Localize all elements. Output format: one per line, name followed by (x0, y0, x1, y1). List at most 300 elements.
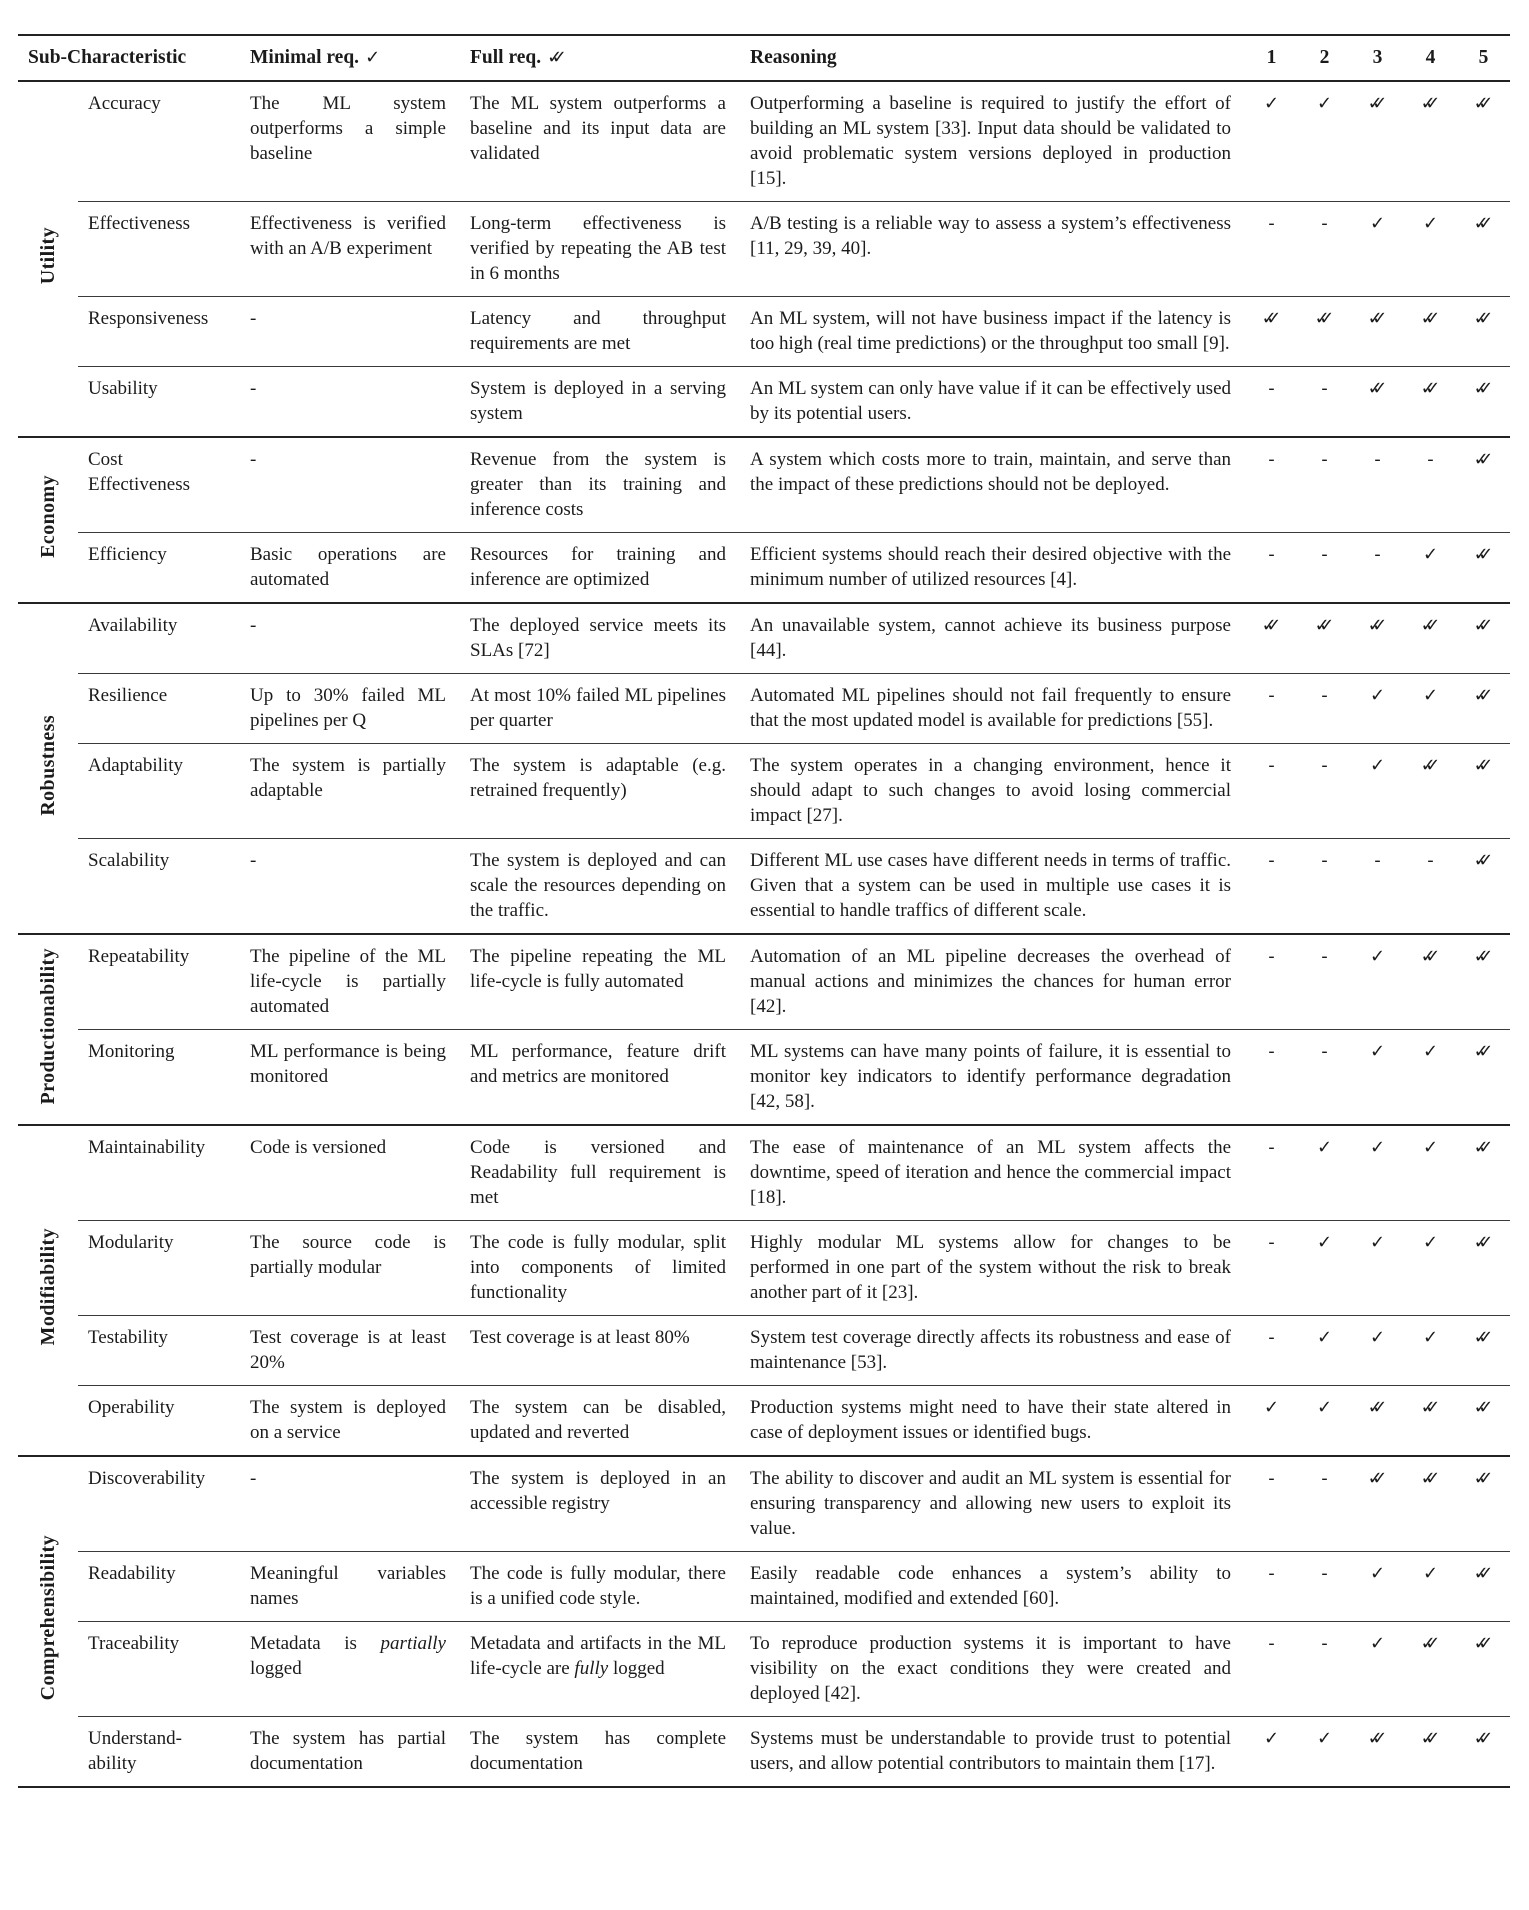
reasoning-cell: Outperforming a baseline is required to justify the effort of building an ML system [33]. Input data should be validated to avoid problematic system versions deployed in production [15]. (740, 81, 1245, 202)
full-req-cell: Metadata and artifacts in the ML life-cycle are fully logged (460, 1622, 740, 1717)
check-icon: ✓ (1422, 685, 1439, 706)
level-3-mark-cell (1351, 367, 1404, 438)
level-5-mark-cell (1457, 1125, 1510, 1221)
level-5-mark-cell (1457, 1221, 1510, 1316)
group-label-robustness (18, 603, 78, 934)
full-req-cell: Code is versioned and Readability full requirement is met (460, 1125, 740, 1221)
level-2-mark-cell (1298, 1125, 1351, 1221)
minimal-req-cell: Up to 30% failed ML pipelines per Q (240, 674, 460, 744)
sub-characteristic-name: Availability (78, 603, 240, 674)
level-2-mark-cell (1298, 839, 1351, 935)
level-3-mark-cell (1351, 533, 1404, 604)
level-2-mark-cell (1298, 437, 1351, 533)
minimal-req-cell: Test coverage is at least 20% (240, 1316, 460, 1386)
sub-characteristic-name: Understand-ability (78, 1717, 240, 1788)
level-2-mark-cell (1298, 1456, 1351, 1552)
level-2-mark-cell (1298, 81, 1351, 202)
check-icon: ✓ (1422, 1137, 1439, 1158)
sub-characteristic-name: Monitoring (78, 1030, 240, 1126)
level-3-mark-cell (1351, 1622, 1404, 1717)
minimal-req-cell: The system has partial documentation (240, 1717, 460, 1788)
level-1-mark-cell (1245, 202, 1298, 297)
dash-mark: - (1374, 449, 1381, 470)
group-label-text: Robustness (36, 714, 59, 816)
table-row (18, 674, 1510, 744)
minimal-req-cell: Meaningful variables names (240, 1552, 460, 1622)
table-row (18, 1717, 1510, 1788)
dash-mark: - (1321, 1633, 1328, 1654)
double-check-icon: ✓✓ (1473, 1468, 1483, 1489)
table-row (18, 1125, 1510, 1221)
dash-mark: - (1321, 1468, 1328, 1489)
level-2-mark-cell (1298, 202, 1351, 297)
level-3-mark-cell (1351, 1717, 1404, 1788)
level-5-mark-cell (1457, 1030, 1510, 1126)
table-row (18, 367, 1510, 438)
level-5-mark-cell (1457, 367, 1510, 438)
check-icon: ✓ (1369, 946, 1386, 967)
column-header-level-4: 4 (1404, 35, 1457, 81)
double-check-icon: ✓✓ (1420, 755, 1430, 776)
minimal-req-cell: Basic operations are automated (240, 533, 460, 604)
column-header-level-2: 2 (1298, 35, 1351, 81)
double-check-icon: ✓✓ (1367, 615, 1377, 636)
check-icon: ✓ (1422, 213, 1439, 234)
full-req-cell: ML performance, feature drift and metrics are monitored (460, 1030, 740, 1126)
level-5-mark-cell (1457, 1552, 1510, 1622)
table-row (18, 533, 1510, 604)
level-2-mark-cell (1298, 1386, 1351, 1457)
check-icon: ✓ (1369, 1041, 1386, 1062)
level-4-mark-cell (1404, 202, 1457, 297)
sub-characteristic-name: Efficiency (78, 533, 240, 604)
full-req-cell: The ML system outperforms a baseline and its input data are validated (460, 81, 740, 202)
level-4-mark-cell (1404, 744, 1457, 839)
double-check-icon: ✓✓ (1473, 1397, 1483, 1418)
level-2-mark-cell (1298, 934, 1351, 1030)
check-icon: ✓ (1369, 1563, 1386, 1584)
column-header-minimal-req (240, 35, 460, 81)
full-req-cell: The code is fully modular, there is a unified code style. (460, 1552, 740, 1622)
check-icon: ✓ (1316, 1232, 1333, 1253)
level-4-mark-cell (1404, 367, 1457, 438)
level-2-mark-cell (1298, 1717, 1351, 1788)
level-3-mark-cell (1351, 839, 1404, 935)
check-icon: ✓ (1369, 685, 1386, 706)
dash-mark: - (1321, 378, 1328, 399)
double-check-icon: ✓✓ (1473, 308, 1483, 329)
full-req-cell: Resources for training and inference are optimized (460, 533, 740, 604)
level-3-mark-cell (1351, 1030, 1404, 1126)
double-check-icon: ✓✓ (547, 47, 557, 68)
table-row (18, 1316, 1510, 1386)
double-check-icon: ✓✓ (1473, 378, 1483, 399)
level-1-mark-cell (1245, 744, 1298, 839)
double-check-icon: ✓✓ (1314, 615, 1324, 636)
check-icon: ✓ (1422, 1041, 1439, 1062)
reasoning-cell: System test coverage directly affects its robustness and ease of maintenance [53]. (740, 1316, 1245, 1386)
level-1-mark-cell (1245, 297, 1298, 367)
level-2-mark-cell (1298, 744, 1351, 839)
full-req-cell: The system can be disabled, updated and reverted (460, 1386, 740, 1457)
sub-characteristic-name: Adaptability (78, 744, 240, 839)
reasoning-cell: Different ML use cases have different needs in terms of traffic. Given that a system can be used in multiple use cases it is essential to handle traffics of different scale. (740, 839, 1245, 935)
level-5-mark-cell (1457, 744, 1510, 839)
dash-mark: - (1427, 449, 1434, 470)
table-row (18, 297, 1510, 367)
sub-characteristic-name: Cost Effectiveness (78, 437, 240, 533)
dash-mark: - (1321, 1563, 1328, 1584)
double-check-icon: ✓✓ (1420, 1397, 1430, 1418)
level-5-mark-cell (1457, 1386, 1510, 1457)
full-req-cell: Latency and throughput requirements are met (460, 297, 740, 367)
level-3-mark-cell (1351, 1386, 1404, 1457)
level-2-mark-cell (1298, 674, 1351, 744)
double-check-icon: ✓✓ (1420, 615, 1430, 636)
group-label-text: Utility (36, 226, 59, 285)
level-3-mark-cell (1351, 437, 1404, 533)
full-req-cell: The pipeline repeating the ML life-cycle is fully automated (460, 934, 740, 1030)
column-header-label: Reasoning (750, 47, 837, 68)
sub-characteristic-name: Usability (78, 367, 240, 438)
double-check-icon: ✓✓ (1367, 1397, 1377, 1418)
double-check-icon: ✓✓ (1473, 1041, 1483, 1062)
group-label-productionability (18, 934, 78, 1125)
double-check-icon: ✓✓ (1473, 1137, 1483, 1158)
reasoning-cell: A/B testing is a reliable way to assess a system’s effectiveness [11, 29, 39, 40]. (740, 202, 1245, 297)
sub-characteristic-name: Discoverability (78, 1456, 240, 1552)
level-3-mark-cell (1351, 1221, 1404, 1316)
reasoning-cell: The ability to discover and audit an ML system is essential for ensuring transparency and allowing new users to exploit its value. (740, 1456, 1245, 1552)
check-icon: ✓ (1263, 93, 1280, 114)
sub-characteristic-name: Operability (78, 1386, 240, 1457)
level-3-mark-cell (1351, 744, 1404, 839)
dash-mark: - (1268, 850, 1275, 871)
double-check-icon: ✓✓ (1420, 378, 1430, 399)
dash-mark: - (1321, 544, 1328, 565)
double-check-icon: ✓✓ (1367, 1728, 1377, 1749)
level-4-mark-cell (1404, 603, 1457, 674)
reasoning-cell: The ease of maintenance of an ML system affects the downtime, speed of iteration and hence the commercial impact [18]. (740, 1125, 1245, 1221)
level-1-mark-cell (1245, 674, 1298, 744)
minimal-req-cell: The pipeline of the ML life-cycle is partially automated (240, 934, 460, 1030)
reasoning-cell: Automated ML pipelines should not fail frequently to ensure that the most updated model is available for predictions [55]. (740, 674, 1245, 744)
double-check-icon: ✓✓ (1473, 615, 1483, 636)
check-icon: ✓ (1369, 1232, 1386, 1253)
full-req-cell: The system is deployed in an accessible registry (460, 1456, 740, 1552)
double-check-icon: ✓✓ (1473, 1728, 1483, 1749)
check-icon: ✓ (1263, 1728, 1280, 1749)
level-1-mark-cell (1245, 1552, 1298, 1622)
full-req-cell: At most 10% failed ML pipelines per quarter (460, 674, 740, 744)
level-4-mark-cell (1404, 533, 1457, 604)
level-2-mark-cell (1298, 297, 1351, 367)
dash-mark: - (1268, 449, 1275, 470)
full-req-cell: The system has complete documentation (460, 1717, 740, 1788)
level-3-mark-cell (1351, 1552, 1404, 1622)
double-check-icon: ✓✓ (1420, 946, 1430, 967)
double-check-icon: ✓✓ (1473, 213, 1483, 234)
level-1-mark-cell (1245, 367, 1298, 438)
check-icon: ✓ (1263, 1397, 1280, 1418)
level-3-mark-cell (1351, 202, 1404, 297)
level-4-mark-cell (1404, 1386, 1457, 1457)
double-check-icon: ✓✓ (1473, 544, 1483, 565)
check-icon: ✓ (1422, 1563, 1439, 1584)
reasoning-cell: Production systems might need to have their state altered in case of deployment issues or identified bugs. (740, 1386, 1245, 1457)
dash-mark: - (1268, 755, 1275, 776)
column-header-label: Sub-Characteristic (28, 47, 187, 68)
minimal-req-cell: The source code is partially modular (240, 1221, 460, 1316)
minimal-req-cell: The system is deployed on a service (240, 1386, 460, 1457)
level-4-mark-cell (1404, 1456, 1457, 1552)
double-check-icon: ✓✓ (1367, 93, 1377, 114)
level-2-mark-cell (1298, 1622, 1351, 1717)
dash-mark: - (1268, 213, 1275, 234)
dash-mark: - (1321, 1041, 1328, 1062)
sub-characteristic-name: Effectiveness (78, 202, 240, 297)
group-label-text: Modifiability (36, 1228, 59, 1346)
double-check-icon: ✓✓ (1261, 615, 1271, 636)
minimal-req-cell: The system is partially adaptable (240, 744, 460, 839)
level-5-mark-cell (1457, 839, 1510, 935)
level-4-mark-cell (1404, 839, 1457, 935)
level-3-mark-cell (1351, 297, 1404, 367)
check-icon: ✓ (1316, 1137, 1333, 1158)
double-check-icon: ✓✓ (1420, 308, 1430, 329)
level-1-mark-cell (1245, 839, 1298, 935)
level-3-mark-cell (1351, 674, 1404, 744)
reasoning-cell: Automation of an ML pipeline decreases the overhead of manual actions and minimizes the chances for human error [42]. (740, 934, 1245, 1030)
level-5-mark-cell (1457, 202, 1510, 297)
level-5-mark-cell (1457, 533, 1510, 604)
full-req-cell: System is deployed in a serving system (460, 367, 740, 438)
level-5-mark-cell (1457, 297, 1510, 367)
level-5-mark-cell (1457, 603, 1510, 674)
column-header-level-5: 5 (1457, 35, 1510, 81)
column-header-full-req (460, 35, 740, 81)
column-header-label: Full req. (470, 47, 542, 68)
check-icon: ✓ (1422, 1232, 1439, 1253)
double-check-icon: ✓✓ (1367, 378, 1377, 399)
level-1-mark-cell (1245, 1622, 1298, 1717)
check-icon: ✓ (365, 47, 381, 68)
dash-mark: - (1321, 449, 1328, 470)
level-4-mark-cell (1404, 1622, 1457, 1717)
level-4-mark-cell (1404, 1316, 1457, 1386)
sub-characteristics-table (18, 34, 1510, 1788)
level-4-mark-cell (1404, 1552, 1457, 1622)
sub-characteristic-name: Readability (78, 1552, 240, 1622)
double-check-icon: ✓✓ (1473, 1232, 1483, 1253)
minimal-req-cell: - (240, 297, 460, 367)
level-4-mark-cell (1404, 81, 1457, 202)
double-check-icon: ✓✓ (1420, 1633, 1430, 1654)
dash-mark: - (1321, 755, 1328, 776)
level-5-mark-cell (1457, 437, 1510, 533)
level-4-mark-cell (1404, 1221, 1457, 1316)
dash-mark: - (1427, 850, 1434, 871)
dash-mark: - (1268, 1468, 1275, 1489)
table-row (18, 81, 1510, 202)
column-header-level-1: 1 (1245, 35, 1298, 81)
double-check-icon: ✓✓ (1473, 1327, 1483, 1348)
level-4-mark-cell (1404, 297, 1457, 367)
double-check-icon: ✓✓ (1473, 755, 1483, 776)
check-icon: ✓ (1369, 1137, 1386, 1158)
dash-mark: - (1268, 685, 1275, 706)
level-3-mark-cell (1351, 1456, 1404, 1552)
full-req-cell: Long-term effectiveness is verified by repeating the AB test in 6 months (460, 202, 740, 297)
dash-mark: - (1268, 378, 1275, 399)
minimal-req-cell: - (240, 603, 460, 674)
dash-mark: - (1268, 1327, 1275, 1348)
sub-characteristic-name: Scalability (78, 839, 240, 935)
minimal-req-cell: ML performance is being monitored (240, 1030, 460, 1126)
level-3-mark-cell (1351, 603, 1404, 674)
dash-mark: - (1268, 946, 1275, 967)
dash-mark: - (1268, 1563, 1275, 1584)
level-5-mark-cell (1457, 674, 1510, 744)
level-1-mark-cell (1245, 81, 1298, 202)
level-3-mark-cell (1351, 1316, 1404, 1386)
level-5-mark-cell (1457, 934, 1510, 1030)
check-icon: ✓ (1422, 544, 1439, 565)
table-row (18, 1456, 1510, 1552)
sub-characteristic-name: Responsiveness (78, 297, 240, 367)
column-header-sub-characteristic (18, 35, 240, 81)
level-3-mark-cell (1351, 934, 1404, 1030)
double-check-icon: ✓✓ (1420, 93, 1430, 114)
check-icon: ✓ (1369, 1327, 1386, 1348)
level-4-mark-cell (1404, 1717, 1457, 1788)
group-label-text: Comprehensibility (36, 1535, 59, 1701)
group-label-modifiability (18, 1125, 78, 1456)
level-5-mark-cell (1457, 1456, 1510, 1552)
level-1-mark-cell (1245, 1221, 1298, 1316)
sub-characteristic-name: Repeatability (78, 934, 240, 1030)
column-header-label: Minimal req. (250, 47, 360, 68)
level-1-mark-cell (1245, 1386, 1298, 1457)
double-check-icon: ✓✓ (1473, 946, 1483, 967)
level-5-mark-cell (1457, 1622, 1510, 1717)
reasoning-cell: ML systems can have many points of failure, it is essential to monitor key indicators to identify performance degradation [42, 58]. (740, 1030, 1245, 1126)
level-1-mark-cell (1245, 533, 1298, 604)
level-2-mark-cell (1298, 367, 1351, 438)
group-label-text: Productionability (36, 947, 59, 1105)
level-2-mark-cell (1298, 1221, 1351, 1316)
level-1-mark-cell (1245, 1456, 1298, 1552)
double-check-icon: ✓✓ (1473, 1633, 1483, 1654)
column-header-level-3: 3 (1351, 35, 1404, 81)
double-check-icon: ✓✓ (1314, 308, 1324, 329)
double-check-icon: ✓✓ (1473, 850, 1483, 871)
double-check-icon: ✓✓ (1420, 1728, 1430, 1749)
dash-mark: - (1321, 850, 1328, 871)
level-4-mark-cell (1404, 1125, 1457, 1221)
header-row (18, 35, 1510, 81)
minimal-req-cell: Effectiveness is verified with an A/B experiment (240, 202, 460, 297)
double-check-icon: ✓✓ (1367, 1468, 1377, 1489)
double-check-icon: ✓✓ (1473, 449, 1483, 470)
full-req-cell: The deployed service meets its SLAs [72] (460, 603, 740, 674)
level-4-mark-cell (1404, 1030, 1457, 1126)
reasoning-cell: Systems must be understandable to provide trust to potential users, and allow potential contributors to maintain them [17]. (740, 1717, 1245, 1788)
table-row (18, 934, 1510, 1030)
level-3-mark-cell (1351, 1125, 1404, 1221)
dash-mark: - (1268, 1041, 1275, 1062)
group-label-comprehensibility (18, 1456, 78, 1787)
level-4-mark-cell (1404, 934, 1457, 1030)
table-row (18, 202, 1510, 297)
reasoning-cell: An unavailable system, cannot achieve its business purpose [44]. (740, 603, 1245, 674)
double-check-icon: ✓✓ (1420, 1468, 1430, 1489)
level-5-mark-cell (1457, 81, 1510, 202)
level-1-mark-cell (1245, 1316, 1298, 1386)
check-icon: ✓ (1316, 1327, 1333, 1348)
full-req-cell: The code is fully modular, split into components of limited functionality (460, 1221, 740, 1316)
level-3-mark-cell (1351, 81, 1404, 202)
check-icon: ✓ (1369, 1633, 1386, 1654)
dash-mark: - (1268, 544, 1275, 565)
sub-characteristic-name: Testability (78, 1316, 240, 1386)
reasoning-cell: Easily readable code enhances a system’s ability to maintained, modified and extended [60]. (740, 1552, 1245, 1622)
reasoning-cell: The system operates in a changing environment, hence it should adapt to such changes to avoid losing commercial impact [27]. (740, 744, 1245, 839)
table-row (18, 1030, 1510, 1126)
level-2-mark-cell (1298, 533, 1351, 604)
check-icon: ✓ (1316, 1397, 1333, 1418)
table-row (18, 1552, 1510, 1622)
dash-mark: - (1268, 1633, 1275, 1654)
sub-characteristic-name: Resilience (78, 674, 240, 744)
level-4-mark-cell (1404, 674, 1457, 744)
double-check-icon: ✓✓ (1473, 1563, 1483, 1584)
reasoning-cell: Highly modular ML systems allow for changes to be performed in one part of the system without the risk to break another part of it [23]. (740, 1221, 1245, 1316)
dash-mark: - (1268, 1232, 1275, 1253)
column-header-reasoning (740, 35, 1245, 81)
sub-characteristic-name: Modularity (78, 1221, 240, 1316)
reasoning-cell: Efficient systems should reach their desired objective with the minimum number of utilized resources [4]. (740, 533, 1245, 604)
table-row (18, 839, 1510, 935)
full-req-cell: Test coverage is at least 80% (460, 1316, 740, 1386)
check-icon: ✓ (1316, 93, 1333, 114)
dash-mark: - (1268, 1137, 1275, 1158)
double-check-icon: ✓✓ (1261, 308, 1271, 329)
minimal-req-cell: Code is versioned (240, 1125, 460, 1221)
check-icon: ✓ (1369, 755, 1386, 776)
minimal-req-cell: The ML system outperforms a simple baseline (240, 81, 460, 202)
check-icon: ✓ (1422, 1327, 1439, 1348)
full-req-cell: The system is deployed and can scale the resources depending on the traffic. (460, 839, 740, 935)
check-icon: ✓ (1316, 1728, 1333, 1749)
group-label-text: Economy (36, 475, 59, 558)
table-row (18, 744, 1510, 839)
minimal-req-cell: - (240, 367, 460, 438)
level-5-mark-cell (1457, 1717, 1510, 1788)
reasoning-cell: A system which costs more to train, maintain, and serve than the impact of these predictions should not be deployed. (740, 437, 1245, 533)
level-1-mark-cell (1245, 603, 1298, 674)
minimal-req-cell: - (240, 839, 460, 935)
dash-mark: - (1321, 213, 1328, 234)
table-row (18, 1622, 1510, 1717)
reasoning-cell: An ML system can only have value if it can be effectively used by its potential users. (740, 367, 1245, 438)
table-row (18, 1221, 1510, 1316)
double-check-icon: ✓✓ (1367, 308, 1377, 329)
check-icon: ✓ (1369, 213, 1386, 234)
double-check-icon: ✓✓ (1473, 93, 1483, 114)
level-1-mark-cell (1245, 934, 1298, 1030)
group-label-economy (18, 437, 78, 603)
